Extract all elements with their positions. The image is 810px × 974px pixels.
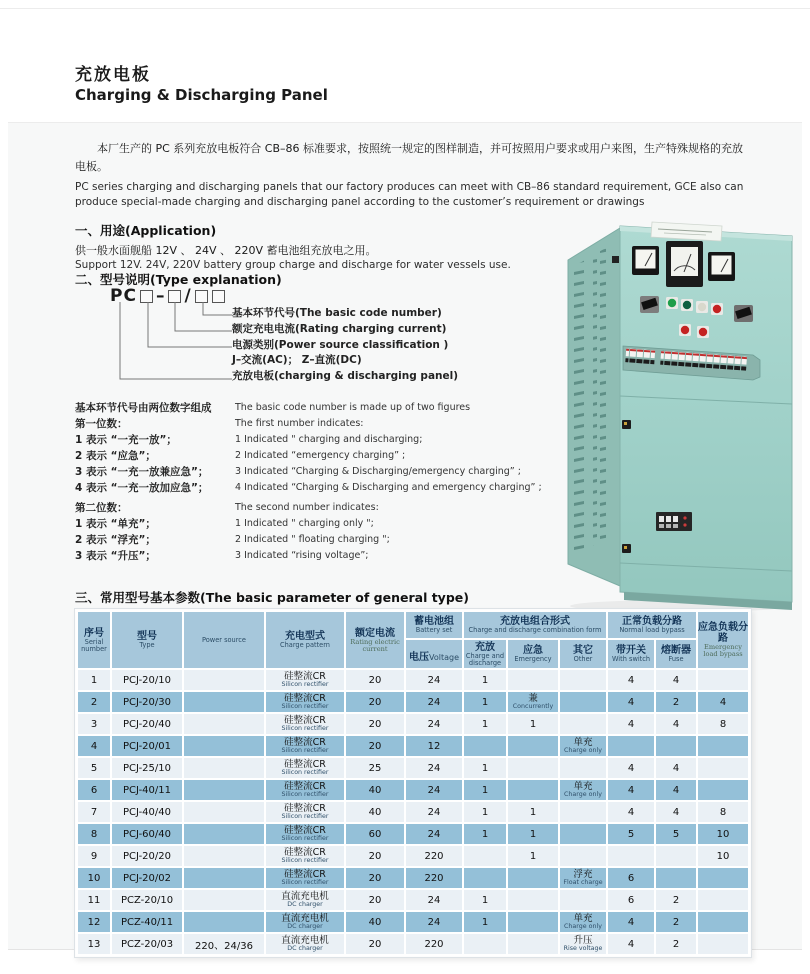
cell-cd: 1 [464,890,506,910]
side-vent-louvers [593,248,606,546]
cell-other [560,670,606,690]
cell-type: PCJ-25/10 [112,758,182,778]
cell-current: 40 [346,802,404,822]
cell-switch: 4 [608,780,654,800]
table-row [78,802,748,822]
cell-serial: 1 [78,670,110,690]
cell-ebypass [698,670,748,690]
cabinet-front-panel [620,226,792,602]
cell-power [184,692,264,712]
cell-switch: 4 [608,758,654,778]
code-rule-en: 2 Indicated “emergency charging” ; [235,449,406,461]
cell-fuse: 4 [656,670,696,690]
type-code-dash: – [155,286,166,306]
cell-switch: 4 [608,934,654,954]
cell-serial: 7 [78,802,110,822]
cell-switch: 4 [608,802,654,822]
cell-serial: 5 [78,758,110,778]
code-rule-zh: 2 表示 “应急”； [75,449,156,462]
table-row [78,934,748,954]
cell-serial: 10 [78,868,110,888]
cell-other: 单充 Charge only [560,736,606,756]
parameters-table [76,610,750,956]
column-header-combo: 充放电组合形式 Charge and discharge combination form [464,612,606,638]
diagram-label: 基本环节代号(The basic code number) [232,307,442,319]
cell-power [184,670,264,690]
section-application-heading: 一、用途(Application) [75,223,217,238]
cell-fuse: 5 [656,824,696,844]
cell-voltage: 220 [406,868,462,888]
cell-power [184,714,264,734]
cell-switch: 4 [608,692,654,712]
code-rule-zh: 1 表示 “单充”； [75,517,156,530]
cell-switch: 6 [608,868,654,888]
cell-fuse: 4 [656,758,696,778]
cell-type: PCJ-20/30 [112,692,182,712]
code-rule-en: 1 Indicated " charging only "; [235,517,374,529]
cell-ebypass: 4 [698,692,748,712]
cell-fuse: 2 [656,912,696,932]
cell-switch: 6 [608,890,654,910]
column-header-other: 其它 Other [560,640,606,668]
code-rule-en: 3 Indicated “rising voltage”; [235,549,369,561]
column-header-pattern: 充电型式 Charge pattern [266,612,344,668]
cell-voltage: 24 [406,890,462,910]
cell-ebypass [698,934,748,954]
cell-other: 浮充 Float charge [560,868,606,888]
cell-current: 40 [346,912,404,932]
code-rule-zh: 3 表示 “一充一放兼应急”； [75,465,209,478]
column-header-power: Power source [184,612,264,668]
cell-other [560,692,606,712]
cell-emergency [508,736,558,756]
section-parameters-heading: 三、常用型号基本参数(The basic parameter of general type) [75,590,469,605]
column-header-normal: 正常负载分路 Normal load bypass [608,612,696,638]
charging-panel-cabinet-photo [560,214,804,614]
code-rule-en: 2 Indicated " floating charging "; [235,533,390,545]
cell-voltage: 24 [406,780,462,800]
cell-pattern: 直流充电机 DC charger [266,934,344,954]
cell-voltage: 220 [406,846,462,866]
cell-fuse: 2 [656,934,696,954]
code-rule-zh: 基本环节代号由两位数字组成 [75,401,212,414]
column-header-voltage: 电压Voltage [406,640,462,668]
cell-fuse: 2 [656,692,696,712]
cell-serial: 13 [78,934,110,954]
cell-power [184,868,264,888]
cell-ebypass: 8 [698,802,748,822]
cell-serial: 11 [78,890,110,910]
cell-pattern: 直流充电机 DC charger [266,890,344,910]
cell-pattern: 硅整流CR Silicon rectifier [266,670,344,690]
code-rule-zh: 第一位数： [75,417,128,430]
type-code-slash: / [184,286,192,306]
column-header-cd: 充放 Charge and discharge [465,641,505,667]
cell-emergency [508,890,558,910]
cell-serial: 2 [78,692,110,712]
cell-type: PCJ-20/20 [112,846,182,866]
cell-current: 20 [346,736,404,756]
cell-type: PCJ-20/02 [112,868,182,888]
cell-cd: 1 [464,714,506,734]
cell-cd [464,736,506,756]
column-header-battery: 蓄电池组 Battery set [406,612,462,638]
cell-ebypass [698,868,748,888]
page-title-en: Charging & Discharging Panel [75,86,328,104]
cell-cd: 1 [464,824,506,844]
cell-fuse [656,736,696,756]
intro-paragraph-zh: 本厂生产的 PC 系列充放电板符合 CB–86 标准要求，按照统一规定的图样制造，并可按照用户要求或用户来图，生产特殊规格的充放电板。 [75,142,744,173]
cell-type: PCJ-20/40 [112,714,182,734]
cell-cd: 1 [464,912,506,932]
cell-cd [464,868,506,888]
cell-switch [608,846,654,866]
table-row [78,780,748,800]
panel-screw [612,256,619,263]
type-diagram-connector-lines [108,300,234,390]
code-rule-en: The second number indicates: [235,501,379,513]
cell-voltage: 24 [406,714,462,734]
cell-cd: 1 [464,670,506,690]
cell-power [184,758,264,778]
diagram-label: 额定充电电流(Rating charging current) [232,322,447,335]
table-row [78,758,748,778]
cell-cd: 1 [464,802,506,822]
table-row [78,868,748,888]
cell-voltage: 24 [406,802,462,822]
cell-other [560,846,606,866]
cell-emergency [508,670,558,690]
application-text-en: Support 12V. 24V, 220V battery group charge and discharge for water vessels use. [75,259,511,271]
table-row [78,692,748,712]
cell-other [560,802,606,822]
cell-emergency [508,758,558,778]
cell-cd: 1 [464,692,506,712]
cell-power [184,912,264,932]
cell-switch [608,736,654,756]
code-rule-zh: 4 表示 “一充一放加应急”； [75,481,209,494]
cell-emergency [508,868,558,888]
cell-pattern: 硅整流CR Silicon rectifier [266,824,344,844]
terminal-block [656,512,692,531]
cell-power [184,846,264,866]
cell-power: 220、24/36 [184,934,264,954]
table-row [78,846,748,866]
cell-voltage: 24 [406,912,462,932]
page-top-rule [0,8,810,9]
column-header-switch: 带开关 With switch [608,640,654,668]
cell-fuse: 4 [656,802,696,822]
side-vent-louvers [574,259,587,555]
cell-current: 40 [346,780,404,800]
cell-voltage: 12 [406,736,462,756]
column-header-type: 型号 Type [112,612,182,668]
column-header-current: 额定电流 Rating electric current [346,612,404,668]
cell-pattern: 硅整流CR Silicon rectifier [266,868,344,888]
cell-pattern: 硅整流CR Silicon rectifier [266,846,344,866]
column-header-fuse: 熔断器 Fuse [656,640,696,668]
cell-serial: 3 [78,714,110,734]
cell-ebypass [698,912,748,932]
cell-type: PCJ-40/11 [112,780,182,800]
cell-other: 升压 Rise voltage [560,934,606,954]
cell-emergency: 1 [508,802,558,822]
cell-other [560,890,606,910]
cell-ebypass [698,736,748,756]
cell-pattern: 硅整流CR Silicon rectifier [266,714,344,734]
type-diagram-labels [232,305,562,384]
cell-pattern: 硅整流CR Silicon rectifier [266,780,344,800]
cell-current: 20 [346,846,404,866]
cell-voltage: 220 [406,934,462,954]
cell-type: PCJ-20/01 [112,736,182,756]
cell-voltage: 24 [406,824,462,844]
cell-current: 20 [346,868,404,888]
cell-cd: 1 [464,758,506,778]
code-rule-zh: 2 表示 “浮充”； [75,533,156,546]
cell-emergency: 1 [508,846,558,866]
table-row [78,912,748,932]
parameters-table-wrapper [74,608,752,958]
cell-current: 20 [346,934,404,954]
type-code-prefix: PC [110,286,137,306]
code-rule-en: The basic code number is made up of two figures [235,401,471,413]
application-text-zh: 供一般水面舰船 12V 、 24V 、 220V 蓄电池组充放电之用。 [75,244,377,257]
cell-fuse: 4 [656,714,696,734]
cell-ebypass: 8 [698,714,748,734]
column-header-ebypass: 应急负载分路 Emergency load bypass [698,612,748,668]
diagram-label: 充放电板(charging & discharging panel) [232,370,459,383]
cell-power [184,890,264,910]
cell-emergency: 1 [508,714,558,734]
cell-pattern: 硅整流CR Silicon rectifier [266,692,344,712]
cell-cd: 1 [464,780,506,800]
cell-ebypass [698,758,748,778]
cell-pattern: 直流充电机 DC charger [266,912,344,932]
cell-emergency: 兼 Concurrently [508,692,558,712]
cell-other: 单充 Charge only [560,912,606,932]
cell-other [560,714,606,734]
cell-serial: 9 [78,846,110,866]
cell-ebypass: 10 [698,846,748,866]
cell-cd [464,846,506,866]
code-rule-zh: 1 表示 “一充一放”； [75,433,177,446]
code-rule-en: 1 Indicated " charging and discharging; [235,433,423,445]
cell-switch: 5 [608,824,654,844]
cell-power [184,802,264,822]
cell-pattern: 硅整流CR Silicon rectifier [266,758,344,778]
cell-switch: 4 [608,714,654,734]
cell-serial: 12 [78,912,110,932]
cell-power [184,780,264,800]
cell-type: PCZ-20/10 [112,890,182,910]
cell-type: PCZ-40/11 [112,912,182,932]
table-row [78,736,748,756]
cell-type: PCJ-60/40 [112,824,182,844]
cell-ebypass [698,780,748,800]
cell-power [184,736,264,756]
table-row [78,670,748,690]
code-rule-zh: 第二位数： [75,501,128,514]
cell-other [560,758,606,778]
cell-fuse: 2 [656,890,696,910]
cell-voltage: 24 [406,692,462,712]
cell-other [560,824,606,844]
cell-switch: 4 [608,912,654,932]
cell-type: PCZ-20/03 [112,934,182,954]
cell-power [184,824,264,844]
cell-ebypass [698,890,748,910]
column-header-serial: 序号 Serial number [78,612,110,668]
cell-current: 25 [346,758,404,778]
cell-cd [464,934,506,954]
cell-emergency [508,912,558,932]
code-rule-en: 4 Indicated “Charging & Discharging and emergency charging” ; [235,481,542,493]
column-header-emergency: 应急 Emergency [508,640,558,668]
cell-current: 20 [346,670,404,690]
cell-other: 单充 Charge only [560,780,606,800]
diagram-label: 电源类别(Power source classification ) [232,338,449,351]
cell-pattern: 硅整流CR Silicon rectifier [266,802,344,822]
cell-type: PCJ-20/10 [112,670,182,690]
cell-fuse [656,868,696,888]
cell-current: 20 [346,692,404,712]
table-row [78,824,748,844]
section-type-explanation-heading: 二、型号说明(Type explanation) [75,272,282,287]
page-title-zh: 充放电板 [75,65,151,85]
cell-voltage: 24 [406,758,462,778]
diagram-label: J–交流(AC)； Z–直流(DC) [232,354,362,367]
code-rule-en: The first number indicates: [235,417,364,429]
cell-emergency [508,934,558,954]
cell-fuse [656,846,696,866]
table-row [78,890,748,910]
code-rule-en: 3 Indicated “Charging & Discharging/emergency charging” ; [235,465,521,477]
cell-serial: 4 [78,736,110,756]
cell-type: PCJ-40/40 [112,802,182,822]
cell-serial: 6 [78,780,110,800]
cell-ebypass: 10 [698,824,748,844]
cell-current: 20 [346,714,404,734]
cell-voltage: 24 [406,670,462,690]
cell-current: 20 [346,890,404,910]
cell-pattern: 硅整流CR Silicon rectifier [266,736,344,756]
table-row [78,714,748,734]
cell-emergency [508,780,558,800]
intro-paragraph-en: PC series charging and discharging panels that our factory produces can meet with CB–86 standard requirement, GCE also can produce special-made charging and discharging panel according to the customer’s requirement or drawings [75,181,744,208]
code-rule-zh: 3 表示 “升压”； [75,549,156,562]
cell-emergency: 1 [508,824,558,844]
cell-switch: 4 [608,670,654,690]
cell-serial: 8 [78,824,110,844]
cell-current: 60 [346,824,404,844]
cell-fuse: 4 [656,780,696,800]
